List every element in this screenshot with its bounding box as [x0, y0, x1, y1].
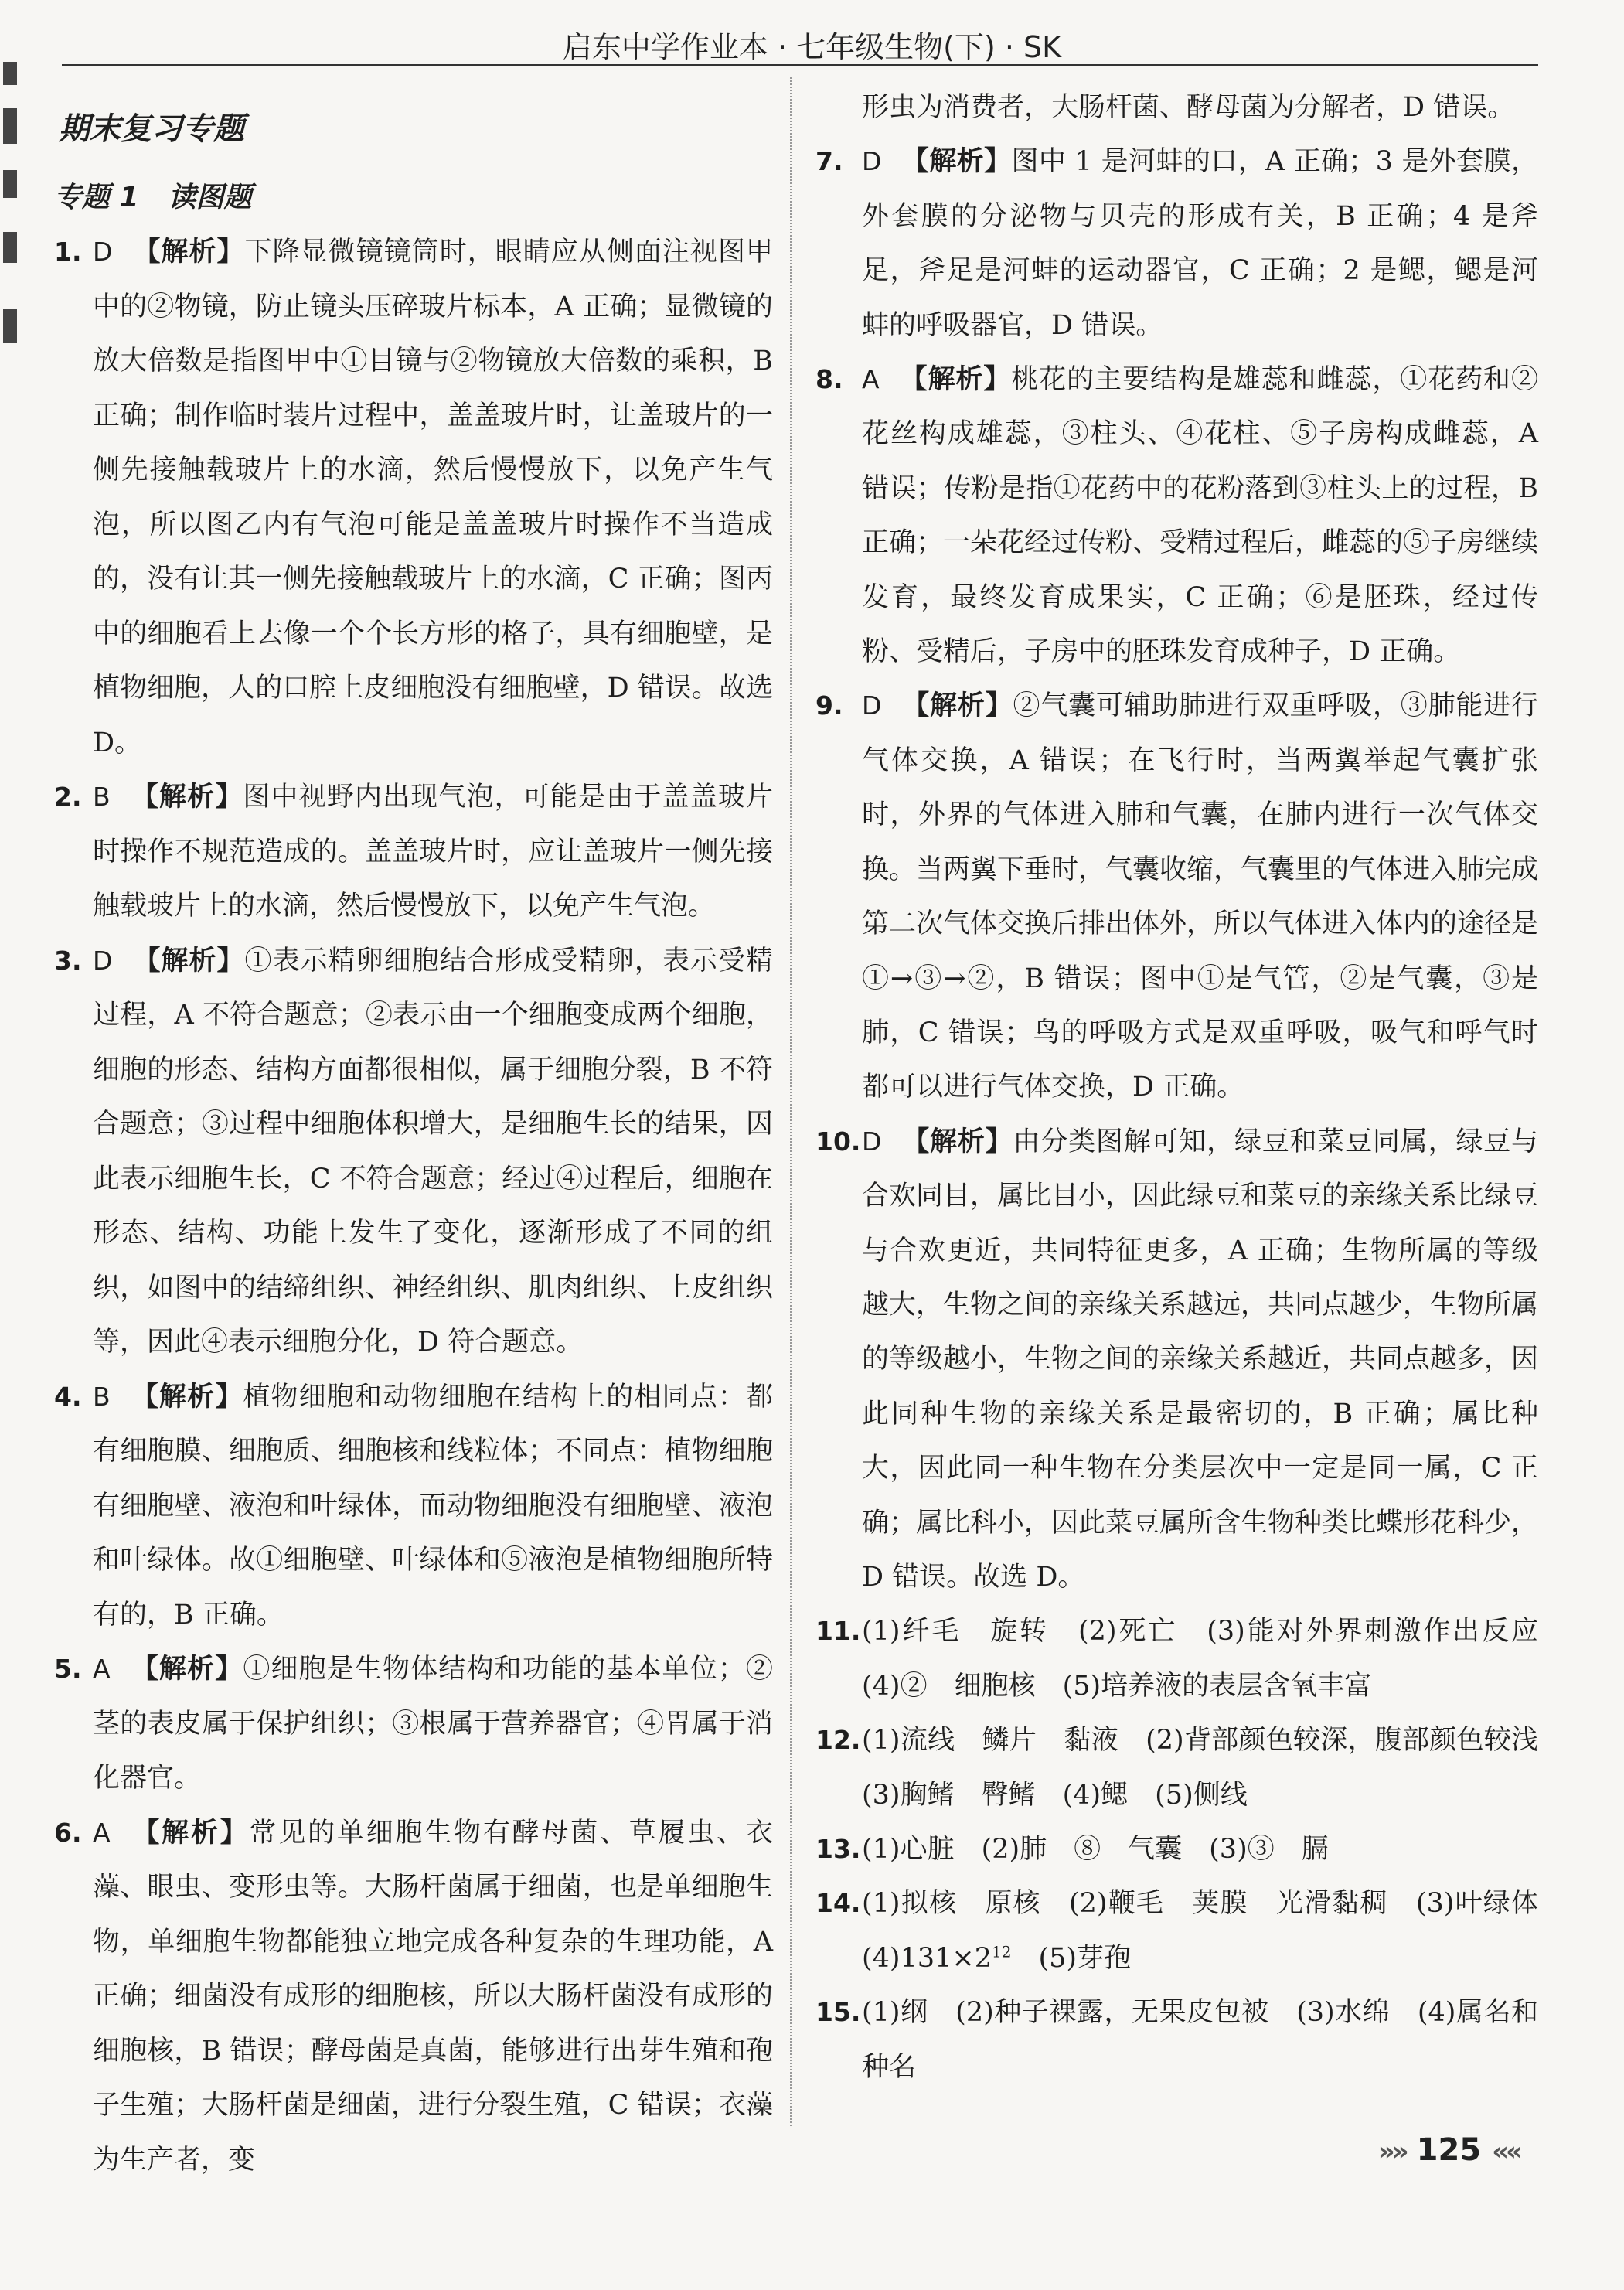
item-number: 14.: [815, 1888, 861, 1919]
analysis-label: 【解析】: [132, 945, 245, 976]
item-answer: A: [93, 1817, 111, 1848]
analysis-label: 【解析】: [901, 1126, 1013, 1157]
exponent: 12: [991, 1942, 1012, 1961]
chevron-left-icon: «: [1492, 2136, 1507, 2167]
analysis-label: 【解析】: [899, 364, 1012, 396]
item-text: 由分类图解可知，绿豆和菜豆同属，绿豆与合欢同目，属比目小，因此绿豆和菜豆的亲缘关系比绿豆与合欢更近，共同特征更多，A 正确；生物所属的等级越大，生物之间的亲缘关系越远，共同点越少，生物所属的等级越小，生物之间的亲缘关系越近，共同点越多，因此同种生物的亲缘关系是最密切的，B 正确；属比种大，因此同一种生物在分类层次中一定是同一属，C 正确；属比科小，因此菜豆属所含生物种类比蝶形花科少，D 错误。故选 D。: [862, 1126, 1539, 1593]
item-text: 桃花的主要结构是雄蕊和雌蕊，①花药和②花丝构成雄蕊，③柱头、④花柱、⑤子房构成雌蕊，A 错误；传粉是指①花药中的花粉落到③柱头上的过程，B 正确；一朵花经过传粉、受精过程后，雌蕊的⑤子房继续发育，最终发育成果实，C 正确；⑥是胚珠，经过传粉、受精后，子房中的胚珠发育成种子，D 正确。: [862, 364, 1539, 668]
item-text: 常见的单细胞生物有酵母菌、草履虫、衣藻、眼虫、变形虫等。大肠杆菌属于细菌，也是单细胞生物，单细胞生物都能独立地完成各种复杂的生理功能，A 正确；细菌没有成形的细胞核，所以大肠杆菌没有成形的细胞核，B 错误；酵母菌是真菌，能够进行出芽生殖和孢子生殖；大肠杆菌是细菌，进行分裂生殖，C 错误；衣藻为生产者，变: [93, 1817, 773, 2176]
answer-item: [54, 1642, 773, 1806]
item-text: 图中视野内出现气泡，可能是由于盖盖玻片时操作不规范造成的。盖盖玻片时，应让盖玻片一侧先接触载玻片上的水滴，然后慢慢放下，以免产生气泡。: [93, 782, 773, 922]
item-number: 7.: [815, 146, 843, 177]
analysis-label: 【解析】: [130, 1817, 250, 1849]
analysis-label: 【解析】: [130, 782, 243, 813]
item-answer: B: [93, 1381, 111, 1412]
fill-answer-item: [815, 1822, 1538, 1876]
item-number: 12.: [815, 1725, 861, 1756]
item-number: 11.: [815, 1616, 861, 1647]
item-text: (1)流线 鳞片 黏液 (2)背部颜色较深，腹部颜色较浅 (3)胸鳍 臀鳍 (4)鳃 (5)侧线: [862, 1725, 1566, 1811]
analysis-label: 【解析】: [130, 1654, 243, 1685]
item-text: ①表示精卵细胞结合形成受精卵，表示受精过程，A 不符合题意；②表示由一个细胞变成两个细胞，细胞的形态、结构方面都很相似，属于细胞分裂，B 不符合题意；③过程中细胞体积增大，是细胞生长的结果，因此表示细胞生长，C 不符合题意；经过④过程后，细胞在形态、结构、功能上发生了变化，逐渐形成了不同的组织，如图中的结缔组织、神经组织、肌肉组织、上皮组织等，因此④表示细胞分化，D 符合题意。: [93, 945, 773, 1358]
answer-item: [815, 1115, 1538, 1605]
page-header-title: 启东中学作业本 · 七年级生物(下) · SK: [562, 30, 1062, 64]
item-number: 1.: [54, 237, 82, 267]
fill-answer-item: [815, 1985, 1538, 2094]
chevron-left-icon: «: [1506, 2136, 1520, 2167]
item-text: ①细胞是生物体结构和功能的基本单位；②茎的表皮属于保护组织；③根属于营养器官；④胃属于消化器官。: [93, 1654, 773, 1794]
item-number: 2.: [54, 782, 82, 812]
item-number: 9.: [815, 690, 843, 721]
item-answer: D: [862, 146, 882, 177]
item-answer: B: [93, 782, 111, 812]
item-number: 5.: [54, 1654, 82, 1684]
subsection-title: [54, 171, 773, 225]
item-text: (5)芽孢: [1011, 1942, 1132, 1974]
analysis-label: 【解析】: [901, 146, 1012, 178]
item-number: 13.: [815, 1834, 861, 1864]
fill-answer-item: [815, 1876, 1566, 1985]
item-number: 10.: [815, 1126, 861, 1157]
item-number: 6.: [54, 1817, 82, 1848]
item-answer: D: [862, 690, 882, 721]
answer-item: [815, 135, 1538, 353]
chevron-right-icon: »: [1377, 2136, 1392, 2167]
continuation-text: [815, 80, 1538, 135]
analysis-label: 【解析】: [132, 237, 245, 268]
answer-item: [54, 770, 773, 934]
item-number: 4.: [54, 1381, 82, 1412]
item-text: 图中 1 是河蚌的口，A 正确；3 是外套膜，外套膜的分泌物与贝壳的形成有关，B 正确；4 是斧足，斧足是河蚌的运动器官，C 正确；2 是鳃，鳃是河蚌的呼吸器官，D 错误。: [862, 146, 1538, 341]
item-text: (1)纲 (2)种子裸露，无果皮包被 (3)水绵 (4)属名和种名: [862, 1997, 1538, 2083]
item-answer: D: [93, 945, 113, 976]
left-column: [54, 93, 773, 2187]
item-number: 8.: [815, 364, 843, 395]
item-answer: A: [93, 1654, 111, 1684]
item-number: 3.: [54, 945, 82, 976]
item-text: ②气囊可辅助肺进行双重呼吸，③肺能进行气体交换，A 错误；在飞行时，当两翼举起气囊扩张时，外界的气体进入肺和气囊，在肺内进行一次气体交换。当两翼下垂时，气囊收缩，气囊里的气体进入肺完成第二次气体交换后排出体外，所以气体进入体内的途径是①→③→②，B 错误；图中①是气管，②是气囊，③是肺，C 错误；鸟的呼吸方式是双重呼吸，吸气和呼气时都可以进行气体交换，D 正确。: [862, 690, 1539, 1103]
item-text: 下降显微镜镜筒时，眼睛应从侧面注视图甲中的②物镜，防止镜头压碎玻片标本，A 正确；显微镜的放大倍数是指图甲中①目镜与②物镜放大倍数的乘积，B 正确；制作临时装片过程中，盖盖玻片时，让盖玻片的一侧先接触载玻片上的水滴，然后慢慢放下，以免产生气泡，所以图乙内有气泡可能是盖盖玻片时操作不当造成的，没有让其一侧先接触载玻片上的水滴，C 正确；图丙中的细胞看上去像一个个长方形的格子，具有细胞壁，是植物细胞，人的口腔上皮细胞没有细胞壁，D 错误。故选 D。: [93, 237, 773, 758]
subsection-name: 读图题: [168, 182, 252, 213]
answer-item: [815, 353, 1538, 679]
item-text: (1)纤毛 旋转 (2)死亡 (3)能对外界刺激作出反应 (4)② 细胞核 (5)培养液的表层含氧丰富: [862, 1616, 1566, 1702]
item-text: (1)拟核 原核 (2)鞭毛 荚膜 光滑黏稠 (3)叶绿体 (4)131×2: [862, 1888, 1566, 1974]
item-text: (1)心脏 (2)肺 ⑧ 气囊 (3)③ 膈: [862, 1834, 1329, 1865]
page-edge-marks: [0, 46, 23, 371]
answer-item: [54, 225, 773, 770]
right-column: [815, 80, 1566, 2094]
analysis-label: 【解析】: [130, 1381, 243, 1413]
subsection-label: 专题 1: [54, 182, 139, 213]
answer-item: [54, 1370, 773, 1643]
answer-item: [54, 934, 773, 1370]
analysis-label: 【解析】: [901, 690, 1013, 722]
answer-item: [815, 679, 1538, 1114]
section-title: 期末复习专题: [59, 111, 244, 147]
page-number: [1378, 2132, 1520, 2168]
item-text: 形虫为消费者，大肠杆菌、酵母菌为分解者，D 错误。: [862, 92, 1515, 123]
header-rule: [62, 64, 1538, 66]
fill-answer-item: [815, 1604, 1566, 1713]
page-number-value: 125: [1416, 2132, 1482, 2168]
answer-item: [54, 1806, 773, 2188]
item-number: 15.: [815, 1997, 861, 2028]
column-divider: [790, 77, 792, 2126]
item-answer: A: [862, 364, 880, 395]
item-text: 植物细胞和动物细胞在结构上的相同点：都有细胞膜、细胞质、细胞核和线粒体；不同点：植物细胞有细胞壁、液泡和叶绿体，而动物细胞没有细胞壁、液泡和叶绿体。故①细胞壁、叶绿体和⑤液泡是植物细胞所特有的，B 正确。: [93, 1381, 773, 1631]
chevron-right-icon: »: [1391, 2136, 1406, 2167]
fill-answer-item: [815, 1713, 1566, 1822]
item-answer: D: [862, 1126, 882, 1157]
item-answer: D: [93, 237, 113, 267]
